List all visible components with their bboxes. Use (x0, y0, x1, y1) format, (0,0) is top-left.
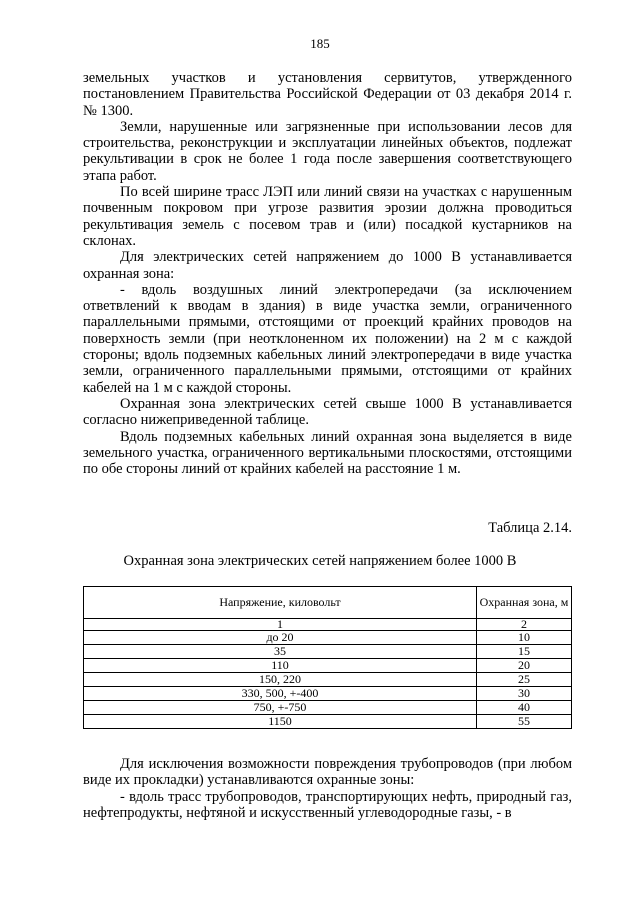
page-number: 185 (310, 36, 330, 51)
paragraph: - вдоль воздушных линий электропередачи (за исключением ответвлений к вводам в здания) в виде участка земли, ограниченного параллельными прямыми, отстоящими от проекций крайних проводов на поверхность земли (при неотклоненном их положении) на 2 м с каждой стороны; вдоль подземных кабельных линий электропередачи в виде участка земли, ограниченного параллельными прямыми, отстоящими от крайних кабелей на 1 м с каждой стороны. (83, 281, 572, 396)
paragraph: Для электрических сетей напряжением до 1000 В устанавливается охранная зона: (83, 249, 572, 282)
table-cell: 1 (84, 619, 477, 631)
body-text-continued (83, 756, 572, 821)
paragraph: По всей ширине трасс ЛЭП или линий связи на участках с нарушенным почвенным покровом при угрозе развития эрозии должна проводиться рекультивация земель с посевом трав и (или) посадкой кустарников на склонах. (83, 184, 572, 249)
paragraph: земельных участков и установления сервитутов, утвержденного постановлением Правительства Российской Федерации от 03 декабря 2014 г. № 1300. (83, 70, 572, 119)
table-title: Охранная зона электрических сетей напряжением более 1000 В (123, 553, 517, 569)
table-cell: 10 (477, 631, 572, 645)
table-cell: 25 (477, 673, 572, 687)
table-column-numbers (84, 619, 572, 631)
table-cell: 330, 500, +-400 (84, 687, 477, 701)
table-cell: 30 (477, 687, 572, 701)
table-cell: 55 (477, 715, 572, 729)
table-header-zone: Охранная зона, м (477, 587, 572, 619)
protection-zone-table (83, 586, 572, 729)
table-row (84, 659, 572, 673)
table-row (84, 715, 572, 729)
table-cell: 2 (477, 619, 572, 631)
paragraph: - вдоль трасс трубопроводов, транспортирующих нефть, природный газ, нефтепродукты, нефтяной и искусственный углеводородные газы, - в (83, 788, 572, 821)
paragraph: Земли, нарушенные или загрязненные при использовании лесов для строительства, реконструкции и эксплуатации линейных объектов, подлежат рекультивации в срок не более 1 года после завершения соответствующего этапа работ. (83, 118, 572, 184)
table-cell: 150, 220 (84, 673, 477, 687)
table-cell: 110 (84, 659, 477, 673)
paragraph: Для исключения возможности повреждения трубопроводов (при любом виде их прокладки) устанавливаются охранные зоны: (83, 756, 572, 789)
table-cell: 35 (84, 645, 477, 659)
table-cell: 20 (477, 659, 572, 673)
table-row (84, 673, 572, 687)
table-row (84, 701, 572, 715)
table-cell: до 20 (84, 631, 477, 645)
body-text (83, 70, 572, 477)
table-cell: 15 (477, 645, 572, 659)
table-cell: 1150 (84, 715, 477, 729)
table-row (84, 631, 572, 645)
table-cell: 750, +-750 (84, 701, 477, 715)
table-header-voltage: Напряжение, киловольт (84, 587, 477, 619)
table-row (84, 645, 572, 659)
table-row (84, 687, 572, 701)
table-caption: Таблица 2.14. (488, 520, 572, 536)
paragraph: Вдоль подземных кабельных линий охранная зона выделяется в виде земельного участка, ограниченного вертикальными плоскостями, отстоящими по обе стороны линий от крайних кабелей на расстояние 1 м. (83, 428, 572, 478)
table-cell: 40 (477, 701, 572, 715)
paragraph: Охранная зона электрических сетей свыше 1000 В устанавливается согласно нижеприведенной таблице. (83, 395, 572, 429)
